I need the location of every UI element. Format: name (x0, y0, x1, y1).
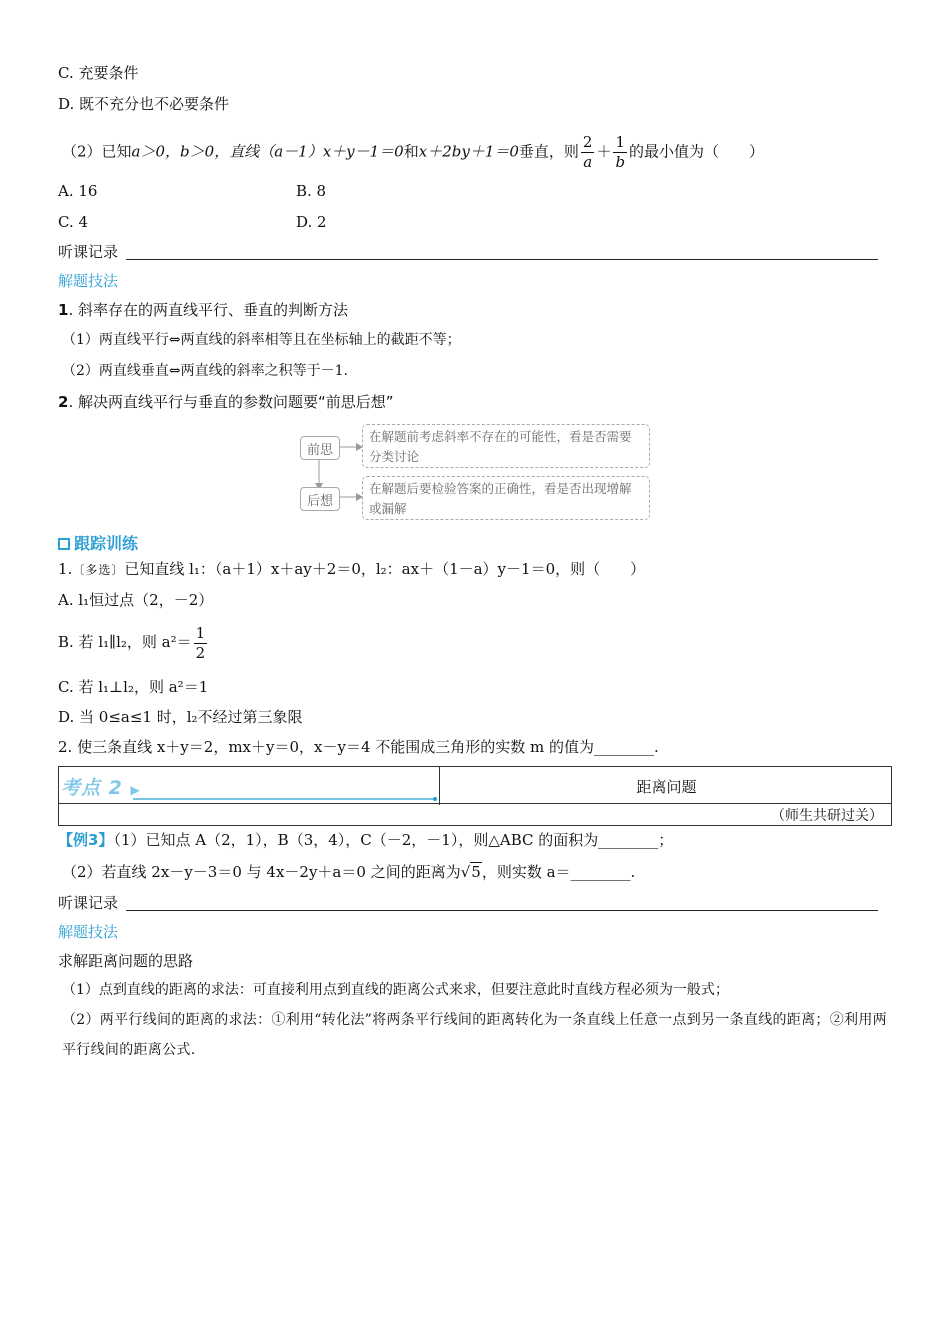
checkbox-square-icon (58, 538, 70, 550)
q1-option-d: D. 既不充分也不必要条件 (58, 95, 230, 113)
lecture-notes-label-2: 听课记录 (58, 894, 119, 912)
technique-heading-2: 解题技法 (58, 923, 119, 941)
option-b-fraction: $\frac{1}{2}$ (195, 623, 206, 662)
technique-point-1b: （2）两直线垂直⇔两直线的斜率之积等于－1. (62, 363, 348, 379)
q2-fraction-1: $\frac{2}{a}$ (582, 133, 593, 171)
q2-option-c: C. 4 (58, 213, 89, 231)
example-3-part-2: （2）若直线 2x－y－3＝0 与 4x－2y＋a＝0 之间的距离为√5，则实数 a＝________. (62, 863, 636, 881)
flow-note-before: 在解题前考虑斜率不存在的可能性，看是否需要分类讨论 (362, 424, 650, 468)
technique-point-1a: （1）两直线平行⇔两直线的斜率相等且在坐标轴上的截距不等； (62, 332, 461, 348)
technique-point-1-title: 1. 斜率存在的两直线平行、垂直的判断方法 (58, 301, 348, 319)
lecture-notes-line[interactable] (126, 259, 878, 260)
topic-header-row (58, 766, 892, 804)
play-arrow-icon: ▶ (130, 783, 141, 797)
sqrt-icon: √ (460, 863, 471, 881)
q2-fraction-2: $\frac{1}{b}$ (615, 133, 626, 171)
topic-title: 距离问题 (636, 777, 697, 796)
technique-2-point-1: （1）点到直线的距离的求法：可直接利用点到直线的距离公式来求，但要注意此时直线方程必须为一般式； (62, 982, 729, 998)
flow-box-after: 后想 (300, 487, 340, 511)
technique-point-2-title: 2. 解决两直线平行与垂直的参数问题要“前思后想” (58, 393, 394, 411)
q2-stem: （2）已知a＞0，b＞0，直线（a－1）x＋y－1＝0和x＋2by＋1＝0垂直，则 $\frac{2}{a}$ ＋ $\frac{1}{b}$ 的最小值为（ ） (62, 133, 765, 171)
practice-heading: 跟踪训练 (58, 534, 138, 554)
topic-sub-row (58, 803, 892, 826)
example-tag: 【例3】 (58, 831, 114, 849)
topic-underline (59, 767, 439, 805)
lecture-notes-line-2[interactable] (126, 910, 878, 911)
practice-q1: 1.〔多选〕已知直线 l₁：（a＋1）x＋ay＋2＝0，l₂：ax＋（1－a）y－1＝0，则（ ） (58, 560, 646, 578)
practice-q2: 2. 使三条直线 x＋y＝2，mx＋y＝0，x－y＝4 不能围成三角形的实数 m 的值为________. (58, 738, 659, 756)
example-3-part-1: 【例3】（1）已知点 A（2，1），B（3，4），C（－2，－1），则△ABC 的面积为________； (58, 831, 674, 849)
topic-subtitle: （师生共研过关） (771, 808, 883, 824)
technique-2-title: 求解距离问题的思路 (58, 952, 194, 970)
flow-box-before: 前思 (300, 436, 340, 460)
lecture-notes-label: 听课记录 (58, 243, 119, 261)
practice-q1-option-a: A. l₁恒过点（2，－2） (58, 591, 214, 609)
topic-label: 考点 2 ▶ (61, 777, 141, 799)
practice-q1-option-c: C. 若 l₁⊥l₂，则 a²＝1 (58, 678, 209, 696)
flow-note-after: 在解题后要检验答案的正确性，看是否出现增解或漏解 (362, 476, 650, 520)
topic-header-table (58, 766, 892, 826)
practice-q1-option-b: B. 若 l₁∥l₂，则 a²＝ $\frac{1}{2}$ (58, 623, 206, 662)
q2-option-a: A. 16 (58, 182, 98, 200)
q2-option-d: D. 2 (296, 213, 327, 231)
technique-heading: 解题技法 (58, 272, 119, 290)
q1-option-c: C. 充要条件 (58, 64, 139, 82)
q2-option-b: B. 8 (296, 182, 327, 200)
practice-q1-option-d: D. 当 0≤a≤1 时，l₂不经过第三象限 (58, 708, 303, 726)
technique-2-point-2: （2）两平行线间的距离的求法：①利用“转化法”将两条平行线间的距离转化为一条直线上任意一点到另一条直线的距离；②利用两平行线间的距离公式. (62, 1012, 887, 1058)
